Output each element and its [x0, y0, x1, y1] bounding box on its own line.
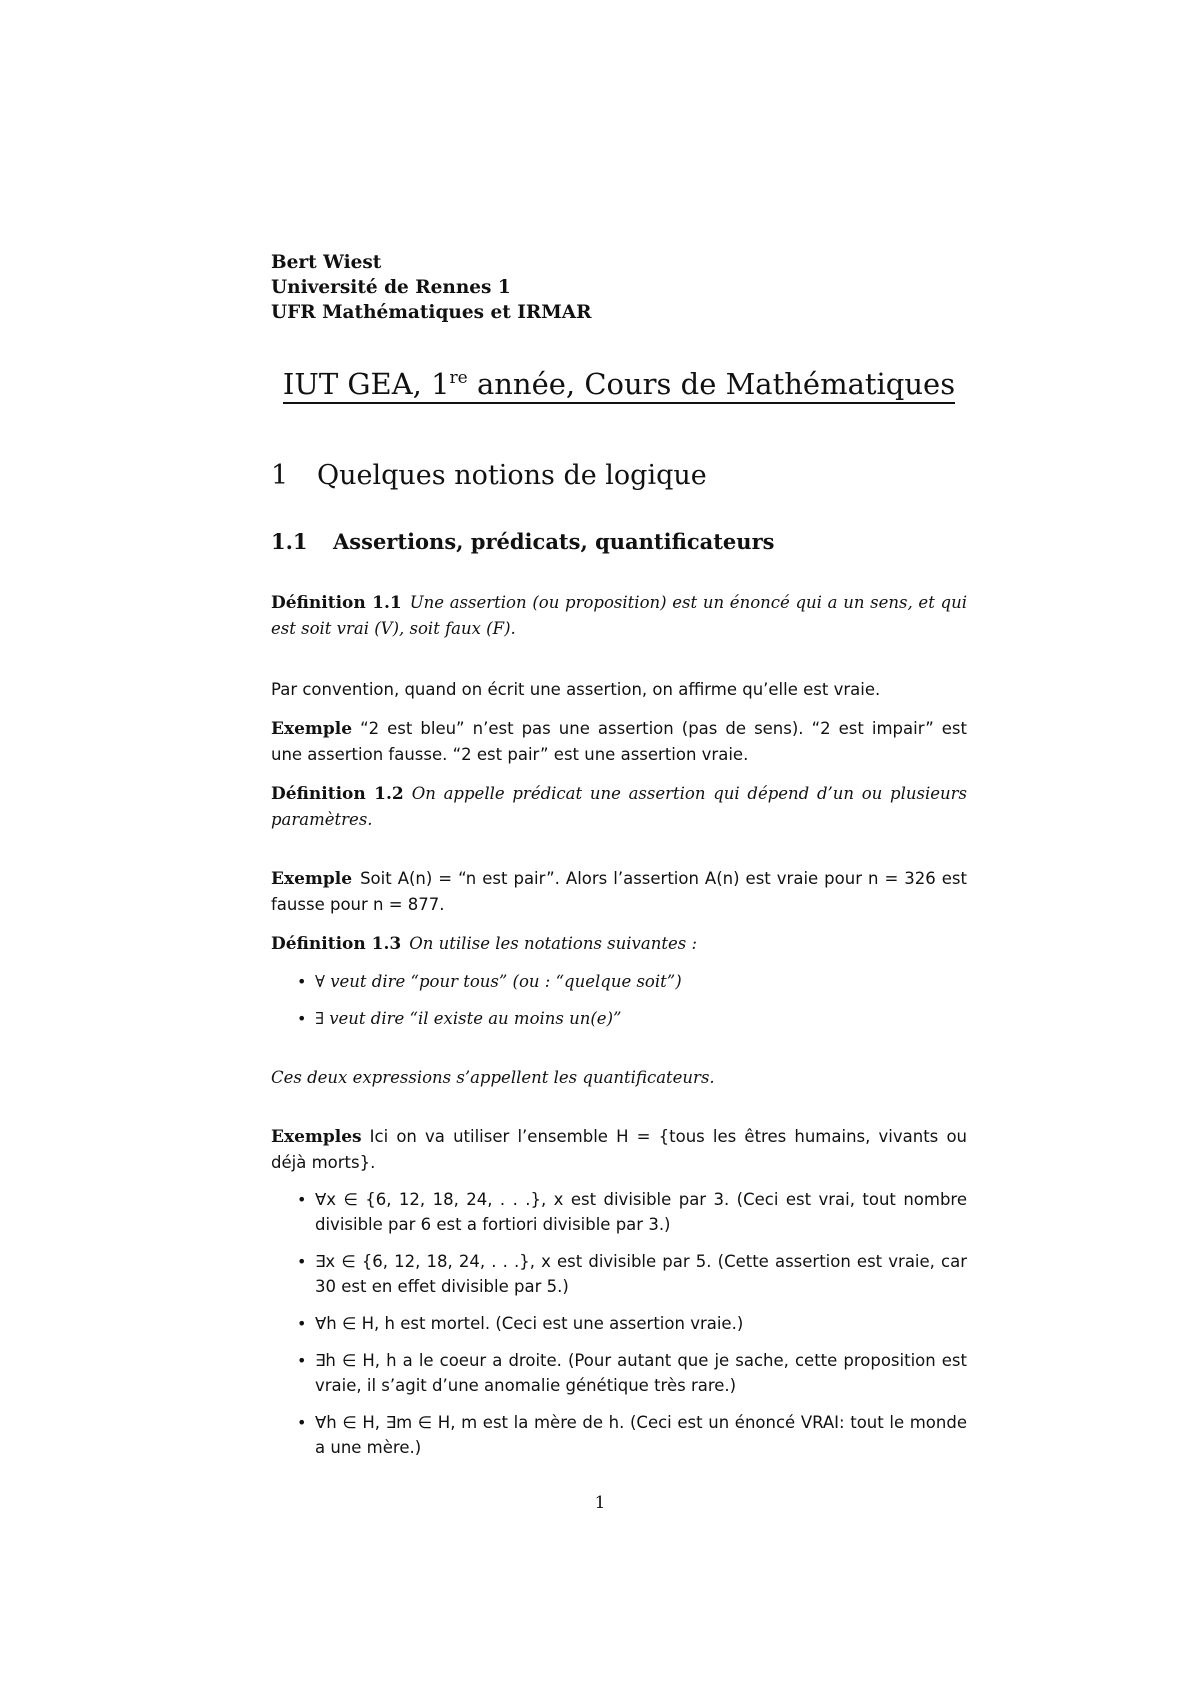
document-page [271, 250, 967, 1460]
example-text: “2 est bleu” n’est pas une assertion (pas de sens). “2 est impair” est une assertion fausse. “2 est pair” est une assertion vraie. [271, 719, 967, 764]
author-block [271, 250, 967, 325]
list-item [297, 1311, 967, 1336]
bullet-icon: • [297, 1190, 307, 1209]
example-label: Exemple [271, 869, 353, 889]
bullet-icon: • [297, 972, 307, 991]
examples-text: Ici on va utiliser l’ensemble H = {tous les êtres humains, vivants ou déjà morts}. [271, 1127, 967, 1172]
definition-label: Définition 1.3 [271, 934, 402, 954]
convention-paragraph: Par convention, quand on écrit une assertion, on affirme qu’elle est vraie. [271, 680, 881, 699]
title-prefix: IUT GEA, 1 [282, 367, 450, 401]
bullet-icon: • [297, 1009, 307, 1028]
definition-text: Une assertion (ou proposition) est un énoncé qui a un sens, et qui est soit vrai (V), soit faux (F). [271, 593, 968, 638]
subsection-heading [271, 529, 967, 554]
examples-intro [271, 1124, 967, 1175]
example-label: Exemple [271, 719, 353, 739]
list-item [297, 1348, 967, 1398]
bullet-icon: • [297, 1314, 307, 1333]
list-item-text: ∃h ∈ H, h a le coeur a droite. (Pour autant que je sache, cette proposition est vraie, il s’agit d’une anomalie génétique très rare.) [315, 1351, 967, 1395]
example-1 [271, 716, 967, 767]
example-2 [271, 866, 967, 917]
list-item-text: ∀ veut dire “pour tous” (ou : “quelque soit”) [315, 972, 682, 991]
list-item-text: ∀h ∈ H, h est mortel. (Ceci est une assertion vraie.) [315, 1314, 744, 1333]
author-department: UFR Mathématiques et IRMAR [271, 302, 592, 323]
title-suffix: année, Cours de Mathématiques [467, 367, 956, 401]
list-item-text: ∀x ∈ {6, 12, 18, 24, . . .}, x est divisible par 3. (Ceci est vrai, tout nombre divisible par 6 est a fortiori divisible par 3.) [315, 1190, 967, 1234]
notation-list [271, 969, 967, 1031]
bullet-icon: • [297, 1252, 307, 1271]
quantifiers-note-text: Ces deux expressions s’appellent les quantificateurs. [271, 1068, 715, 1087]
section-number: 1 [271, 460, 289, 491]
author-name: Bert Wiest [271, 252, 382, 273]
quantifiers-note [271, 1065, 967, 1090]
definition-text: On appelle prédicat une assertion qui dépend d’un ou plusieurs paramètres. [271, 784, 967, 829]
bullet-icon: • [297, 1413, 307, 1432]
definition-1-3 [271, 931, 967, 957]
section-heading [271, 460, 967, 491]
list-item [297, 969, 967, 994]
title-superscript: re [449, 368, 468, 388]
author-university: Université de Rennes 1 [271, 277, 511, 298]
document-title [283, 367, 955, 404]
list-item [297, 1410, 967, 1460]
section-title: Quelques notions de logique [317, 460, 707, 491]
examples-label: Exemples [271, 1127, 362, 1147]
list-item-text: ∀h ∈ H, ∃m ∈ H, m est la mère de h. (Ceci est un énoncé VRAI: tout le monde a une mère.) [315, 1413, 967, 1457]
list-item [297, 1187, 967, 1237]
subsection-number: 1.1 [271, 529, 308, 554]
subsection-title: Assertions, prédicats, quantificateurs [333, 529, 775, 554]
list-item [297, 1006, 967, 1031]
definition-text: On utilise les notations suivantes : [409, 934, 698, 953]
page-number: 1 [594, 1493, 606, 1513]
definition-label: Définition 1.1 [271, 593, 402, 613]
bullet-icon: • [297, 1351, 307, 1370]
definition-1-1 [271, 590, 967, 641]
list-item [297, 1249, 967, 1299]
example-text: Soit A(n) = “n est pair”. Alors l’assertion A(n) est vraie pour n = 326 est fausse pour n = 877. [271, 869, 967, 914]
definition-1-2 [271, 781, 967, 832]
list-item-text: ∃ veut dire “il existe au moins un(e)” [315, 1009, 622, 1028]
examples-list [271, 1187, 967, 1460]
list-item-text: ∃x ∈ {6, 12, 18, 24, . . .}, x est divisible par 5. (Cette assertion est vraie, car 30 est en effet divisible par 5.) [315, 1252, 967, 1296]
definition-label: Définition 1.2 [271, 784, 404, 804]
title-wrap [271, 367, 967, 404]
